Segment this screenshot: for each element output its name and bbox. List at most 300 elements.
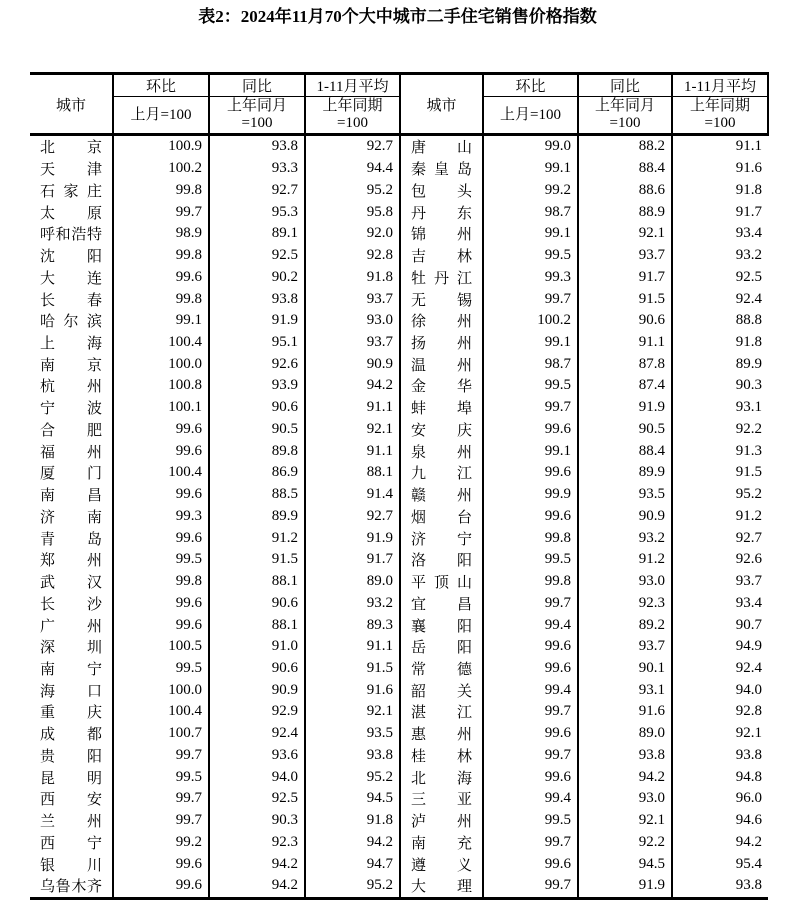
city-cell xyxy=(400,266,483,288)
table-row xyxy=(30,440,768,462)
avg-value-cell: 94.5 xyxy=(305,788,400,810)
city-cell xyxy=(30,484,113,506)
city-name: 大理 xyxy=(411,879,472,896)
city-name: 吉林 xyxy=(411,249,472,266)
avg-value-cell: 92.1 xyxy=(305,419,400,441)
city-name: 哈尔滨 xyxy=(40,314,102,331)
yoy-value-cell: 90.2 xyxy=(209,266,305,288)
mom-value-cell: 98.7 xyxy=(483,201,578,223)
mom-value-cell: 99.7 xyxy=(483,288,578,310)
mom-value-cell: 99.7 xyxy=(113,201,209,223)
table-row xyxy=(30,571,768,593)
yoy-value-cell: 88.6 xyxy=(578,179,672,201)
avg-value-cell: 91.8 xyxy=(305,266,400,288)
city-cell xyxy=(400,875,483,898)
city-name: 包头 xyxy=(411,183,472,200)
mom-value-cell: 100.7 xyxy=(113,723,209,745)
city-cell xyxy=(400,549,483,571)
avg-value-cell: 94.7 xyxy=(305,853,400,875)
mom-value-cell: 99.5 xyxy=(113,766,209,788)
table-row xyxy=(30,484,768,506)
city-name: 呼和浩特 xyxy=(40,227,102,244)
mom-value-cell: 99.5 xyxy=(113,658,209,680)
city-name: 遵义 xyxy=(411,857,472,874)
yoy-value-cell: 93.0 xyxy=(578,571,672,593)
city-cell xyxy=(400,679,483,701)
yoy-value-cell: 89.9 xyxy=(209,505,305,527)
yoy-value-cell: 94.0 xyxy=(209,766,305,788)
table-row xyxy=(30,527,768,549)
city-cell xyxy=(400,201,483,223)
city-cell xyxy=(400,484,483,506)
avg-value-cell: 91.7 xyxy=(305,549,400,571)
yoy-value-cell: 92.9 xyxy=(209,701,305,723)
yoy-base-line1: 上年同月 xyxy=(226,98,287,114)
avg-value-cell: 91.8 xyxy=(735,181,762,198)
avg-value-cell: 93.2 xyxy=(735,247,762,264)
mom-value-cell: 98.9 xyxy=(113,223,209,245)
city-name: 桂林 xyxy=(411,748,472,765)
mom-value-cell: 100.2 xyxy=(483,310,578,332)
mom-value-cell: 100.0 xyxy=(113,353,209,375)
mom-value-cell: 99.1 xyxy=(113,310,209,332)
mom-value-cell: 99.8 xyxy=(483,571,578,593)
city-name: 南昌 xyxy=(40,488,102,505)
yoy-value-cell: 89.9 xyxy=(578,462,672,484)
avg-value-cell: 95.2 xyxy=(305,179,400,201)
city-cell xyxy=(30,658,113,680)
table-row xyxy=(30,266,768,288)
city-name: 锦州 xyxy=(411,227,472,244)
mom-value-cell: 99.7 xyxy=(113,745,209,767)
yoy-value-cell: 93.5 xyxy=(578,484,672,506)
mom-value-cell: 100.8 xyxy=(113,375,209,397)
city-cell xyxy=(400,766,483,788)
city-cell xyxy=(30,419,113,441)
avg-value-cell: 94.9 xyxy=(735,638,762,655)
city-cell xyxy=(400,658,483,680)
city-name: 赣州 xyxy=(411,488,472,505)
city-cell xyxy=(30,549,113,571)
mom-value-cell: 99.6 xyxy=(113,614,209,636)
avg-value-cell: 88.8 xyxy=(735,312,762,329)
avg-value-cell: 91.3 xyxy=(735,442,762,459)
mom-value-cell: 99.5 xyxy=(483,245,578,267)
avg-base-right xyxy=(672,97,768,135)
city-cell xyxy=(30,375,113,397)
city-name: 湛江 xyxy=(411,705,472,722)
city-name: 北海 xyxy=(411,770,472,787)
mom-value-cell: 99.7 xyxy=(113,788,209,810)
mom-value-cell: 99.6 xyxy=(483,505,578,527)
city-name: 成都 xyxy=(40,727,102,744)
table-row xyxy=(30,549,768,571)
city-name: 襄阳 xyxy=(411,618,472,635)
avg-value-cell: 93.8 xyxy=(305,745,400,767)
city-name: 韶关 xyxy=(411,683,472,700)
avg-value-cell: 90.9 xyxy=(305,353,400,375)
table-row xyxy=(30,505,768,527)
city-name: 济宁 xyxy=(411,531,472,548)
yoy-value-cell: 93.9 xyxy=(209,375,305,397)
city-cell xyxy=(30,223,113,245)
table-header xyxy=(30,74,768,135)
table-row xyxy=(30,179,768,201)
avg-value-cell: 89.9 xyxy=(735,355,762,372)
avg-value-cell: 91.8 xyxy=(735,333,762,350)
header-row-1 xyxy=(30,74,768,97)
mom-value-cell: 99.7 xyxy=(483,745,578,767)
table-row xyxy=(30,853,768,875)
avg-value-cell: 94.2 xyxy=(305,832,400,854)
page-title: 表2：2024年11月70个大中城市二手住宅销售价格指数 xyxy=(198,7,597,26)
city-name: 长沙 xyxy=(40,596,102,613)
avg-value-cell: 91.4 xyxy=(305,484,400,506)
avg-value-cell: 91.1 xyxy=(305,440,400,462)
city-name: 南宁 xyxy=(40,661,102,678)
avg-value-cell: 95.4 xyxy=(735,855,762,872)
yoy-value-cell: 93.0 xyxy=(578,788,672,810)
avg-value-cell: 93.7 xyxy=(305,332,400,354)
yoy-value-cell: 93.6 xyxy=(209,745,305,767)
mom-value-cell: 99.3 xyxy=(113,505,209,527)
avg-value-cell: 92.8 xyxy=(305,245,400,267)
yoy-value-cell: 91.9 xyxy=(578,875,672,898)
city-name: 厦门 xyxy=(40,466,102,483)
table-body xyxy=(30,135,768,899)
city-cell xyxy=(400,179,483,201)
city-cell xyxy=(400,223,483,245)
avg-value-cell: 93.4 xyxy=(735,594,762,611)
yoy-value-cell: 92.1 xyxy=(578,223,672,245)
avg-value-cell: 91.6 xyxy=(735,160,762,177)
city-cell xyxy=(30,201,113,223)
city-cell xyxy=(30,614,113,636)
yoy-value-cell: 90.9 xyxy=(578,505,672,527)
avg-value-cell: 91.1 xyxy=(305,397,400,419)
city-cell xyxy=(30,245,113,267)
city-name: 扬州 xyxy=(411,335,472,352)
city-name: 杭州 xyxy=(40,379,102,396)
table-row xyxy=(30,875,768,898)
city-name: 安庆 xyxy=(411,422,472,439)
city-cell xyxy=(400,853,483,875)
mom-value-cell: 100.4 xyxy=(113,332,209,354)
table-row xyxy=(30,810,768,832)
yoy-value-cell: 91.5 xyxy=(578,288,672,310)
mom-value-cell: 99.6 xyxy=(113,419,209,441)
mom-value-cell: 99.2 xyxy=(113,832,209,854)
mom-value-cell: 99.6 xyxy=(483,636,578,658)
yoy-value-cell: 94.2 xyxy=(578,766,672,788)
yoy-value-cell: 89.8 xyxy=(209,440,305,462)
yoy-value-cell: 90.6 xyxy=(209,592,305,614)
city-cell xyxy=(30,679,113,701)
mom-value-cell: 99.6 xyxy=(483,766,578,788)
avg-value-cell: 92.4 xyxy=(735,290,762,307)
table-row xyxy=(30,614,768,636)
city-name: 乌鲁木齐 xyxy=(40,879,102,896)
yoy-value-cell: 92.7 xyxy=(209,179,305,201)
mom-value-cell: 99.2 xyxy=(483,179,578,201)
avg-value-cell: 92.7 xyxy=(305,135,400,158)
avg-value-cell: 89.3 xyxy=(305,614,400,636)
city-name: 上海 xyxy=(40,335,102,352)
avg-value-cell: 91.9 xyxy=(305,527,400,549)
yoy-value-cell: 93.1 xyxy=(578,679,672,701)
table-row xyxy=(30,636,768,658)
avg-value-cell: 91.7 xyxy=(735,203,762,220)
mom-value-cell: 99.6 xyxy=(483,723,578,745)
mom-value-cell: 99.5 xyxy=(483,549,578,571)
yoy-value-cell: 90.5 xyxy=(578,419,672,441)
avg-header-right: 1-11月平均 xyxy=(672,74,768,97)
table-row xyxy=(30,701,768,723)
city-name: 温州 xyxy=(411,357,472,374)
yoy-value-cell: 92.3 xyxy=(578,592,672,614)
avg-value-cell: 94.2 xyxy=(305,375,400,397)
avg-value-cell: 91.1 xyxy=(735,138,762,155)
mom-value-cell: 100.4 xyxy=(113,701,209,723)
avg-value-cell: 93.2 xyxy=(305,592,400,614)
yoy-value-cell: 91.9 xyxy=(209,310,305,332)
city-name: 武汉 xyxy=(40,575,102,592)
yoy-value-cell: 93.8 xyxy=(209,288,305,310)
mom-value-cell: 99.7 xyxy=(483,397,578,419)
yoy-header-right: 同比 xyxy=(578,74,672,97)
yoy-value-cell: 92.3 xyxy=(209,832,305,854)
yoy-value-cell: 91.5 xyxy=(209,549,305,571)
city-header-right: 城市 xyxy=(400,74,483,135)
avg-value-cell: 92.4 xyxy=(735,659,762,676)
city-cell xyxy=(30,636,113,658)
city-cell xyxy=(400,571,483,593)
table-row xyxy=(30,766,768,788)
yoy-value-cell: 90.5 xyxy=(209,419,305,441)
mom-value-cell: 99.6 xyxy=(483,462,578,484)
mom-value-cell: 99.1 xyxy=(483,332,578,354)
city-name: 西宁 xyxy=(40,835,102,852)
yoy-value-cell: 89.1 xyxy=(209,223,305,245)
yoy-value-cell: 90.6 xyxy=(578,310,672,332)
city-cell xyxy=(30,505,113,527)
mom-value-cell: 99.7 xyxy=(483,832,578,854)
city-name: 泉州 xyxy=(411,444,472,461)
avg-value-cell: 93.5 xyxy=(305,723,400,745)
avg-value-cell: 94.8 xyxy=(735,768,762,785)
avg-value-cell: 95.2 xyxy=(735,486,762,503)
city-name: 石家庄 xyxy=(40,183,102,200)
avg-value-cell: 93.8 xyxy=(735,877,762,894)
city-name: 徐州 xyxy=(411,314,472,331)
avg-value-cell: 94.2 xyxy=(735,833,762,850)
mom-value-cell: 99.5 xyxy=(483,375,578,397)
table-row xyxy=(30,288,768,310)
avg-value-cell: 92.2 xyxy=(735,420,762,437)
mom-value-cell: 99.6 xyxy=(113,440,209,462)
city-cell xyxy=(400,614,483,636)
table-row xyxy=(30,223,768,245)
avg-base-line1: 上年同期 xyxy=(689,98,750,114)
city-cell xyxy=(30,853,113,875)
avg-value-cell: 91.5 xyxy=(305,658,400,680)
city-name: 九江 xyxy=(411,466,472,483)
city-name: 无锡 xyxy=(411,292,472,309)
avg-value-cell: 92.1 xyxy=(735,725,762,742)
avg-value-cell: 95.2 xyxy=(305,875,400,898)
yoy-value-cell: 86.9 xyxy=(209,462,305,484)
table-row xyxy=(30,397,768,419)
mom-value-cell: 99.6 xyxy=(483,853,578,875)
yoy-value-cell: 93.7 xyxy=(578,636,672,658)
table-row xyxy=(30,745,768,767)
table-row xyxy=(30,462,768,484)
city-name: 岳阳 xyxy=(411,640,472,657)
avg-value-cell: 90.7 xyxy=(735,616,762,633)
mom-value-cell: 99.6 xyxy=(113,592,209,614)
yoy-value-cell: 90.6 xyxy=(209,658,305,680)
city-name: 昆明 xyxy=(40,770,102,787)
city-name: 海口 xyxy=(40,683,102,700)
avg-value-cell: 92.5 xyxy=(735,268,762,285)
city-cell xyxy=(30,592,113,614)
yoy-value-cell: 94.2 xyxy=(209,875,305,898)
city-name: 唐山 xyxy=(411,140,472,157)
city-name: 青岛 xyxy=(40,531,102,548)
yoy-value-cell: 87.4 xyxy=(578,375,672,397)
mom-value-cell: 99.3 xyxy=(483,266,578,288)
mom-value-cell: 98.7 xyxy=(483,353,578,375)
city-name: 郑州 xyxy=(40,553,102,570)
mom-base-left: 上月=100 xyxy=(113,97,209,135)
city-name: 常德 xyxy=(411,661,472,678)
city-cell xyxy=(400,310,483,332)
city-name: 牡丹江 xyxy=(411,270,472,287)
mom-value-cell: 99.4 xyxy=(483,788,578,810)
yoy-value-cell: 91.9 xyxy=(578,397,672,419)
city-cell xyxy=(30,745,113,767)
mom-value-cell: 99.7 xyxy=(483,875,578,898)
mom-value-cell: 99.6 xyxy=(113,484,209,506)
city-name: 天津 xyxy=(40,162,102,179)
table-row xyxy=(30,679,768,701)
table-row xyxy=(30,832,768,854)
city-name: 广州 xyxy=(40,618,102,635)
table-row xyxy=(30,592,768,614)
city-name: 泸州 xyxy=(411,814,472,831)
yoy-base-line1: 上年同月 xyxy=(594,98,655,114)
yoy-value-cell: 87.8 xyxy=(578,353,672,375)
yoy-value-cell: 94.5 xyxy=(578,853,672,875)
mom-value-cell: 99.4 xyxy=(483,679,578,701)
avg-value-cell: 91.6 xyxy=(305,679,400,701)
yoy-value-cell: 92.5 xyxy=(209,788,305,810)
yoy-value-cell: 95.1 xyxy=(209,332,305,354)
avg-value-cell: 94.0 xyxy=(735,681,762,698)
avg-value-cell: 94.4 xyxy=(305,158,400,180)
avg-base-line1: 上年同期 xyxy=(322,98,383,114)
avg-value-cell: 91.2 xyxy=(735,507,762,524)
mom-value-cell: 99.6 xyxy=(483,658,578,680)
mom-header-left: 环比 xyxy=(113,74,209,97)
city-cell xyxy=(30,810,113,832)
yoy-value-cell: 92.1 xyxy=(578,810,672,832)
yoy-value-cell: 91.2 xyxy=(209,527,305,549)
avg-value-cell: 93.1 xyxy=(735,399,762,416)
avg-value-cell: 92.6 xyxy=(735,551,762,568)
mom-value-cell: 99.1 xyxy=(483,440,578,462)
city-cell xyxy=(400,745,483,767)
table-row xyxy=(30,332,768,354)
city-cell xyxy=(400,375,483,397)
city-cell xyxy=(400,332,483,354)
table-row xyxy=(30,201,768,223)
avg-header-left: 1-11月平均 xyxy=(305,74,400,97)
avg-value-cell: 88.1 xyxy=(305,462,400,484)
avg-base-line2: =100 xyxy=(704,115,736,131)
yoy-value-cell: 95.3 xyxy=(209,201,305,223)
mom-value-cell: 99.8 xyxy=(113,179,209,201)
mom-value-cell: 99.5 xyxy=(113,549,209,571)
yoy-value-cell: 94.2 xyxy=(209,853,305,875)
city-cell xyxy=(400,636,483,658)
mom-value-cell: 99.6 xyxy=(483,419,578,441)
mom-value-cell: 99.0 xyxy=(483,135,578,158)
avg-value-cell: 91.5 xyxy=(735,464,762,481)
avg-value-cell: 93.7 xyxy=(305,288,400,310)
city-cell xyxy=(400,810,483,832)
avg-base-line2: =100 xyxy=(337,115,368,131)
city-cell xyxy=(30,788,113,810)
yoy-value-cell: 90.1 xyxy=(578,658,672,680)
city-cell xyxy=(30,332,113,354)
city-cell xyxy=(400,245,483,267)
city-cell xyxy=(400,462,483,484)
city-name: 合肥 xyxy=(40,422,102,439)
city-name: 沈阳 xyxy=(40,249,102,266)
city-cell xyxy=(400,527,483,549)
avg-value-cell: 92.7 xyxy=(735,529,762,546)
mom-value-cell: 99.8 xyxy=(113,571,209,593)
city-cell xyxy=(400,701,483,723)
city-cell xyxy=(30,158,113,180)
avg-value-cell: 91.8 xyxy=(305,810,400,832)
yoy-value-cell: 88.4 xyxy=(578,158,672,180)
city-cell xyxy=(30,571,113,593)
header-row-2 xyxy=(30,97,768,135)
mom-value-cell: 99.8 xyxy=(113,245,209,267)
mom-value-cell: 100.1 xyxy=(113,397,209,419)
table-row xyxy=(30,375,768,397)
yoy-base-right xyxy=(578,97,672,135)
mom-value-cell: 99.5 xyxy=(483,810,578,832)
yoy-value-cell: 90.6 xyxy=(209,397,305,419)
mom-base-right: 上月=100 xyxy=(483,97,578,135)
yoy-base-line2: =100 xyxy=(609,115,641,131)
city-name: 深圳 xyxy=(40,640,102,657)
table-row xyxy=(30,419,768,441)
city-cell xyxy=(30,266,113,288)
mom-header-right: 环比 xyxy=(483,74,578,97)
city-cell xyxy=(400,832,483,854)
city-name: 秦皇岛 xyxy=(411,162,472,179)
city-cell xyxy=(30,288,113,310)
mom-value-cell: 99.7 xyxy=(113,810,209,832)
city-name: 重庆 xyxy=(40,705,102,722)
mom-value-cell: 99.1 xyxy=(483,158,578,180)
city-name: 宜昌 xyxy=(411,596,472,613)
avg-value-cell: 94.6 xyxy=(735,812,762,829)
